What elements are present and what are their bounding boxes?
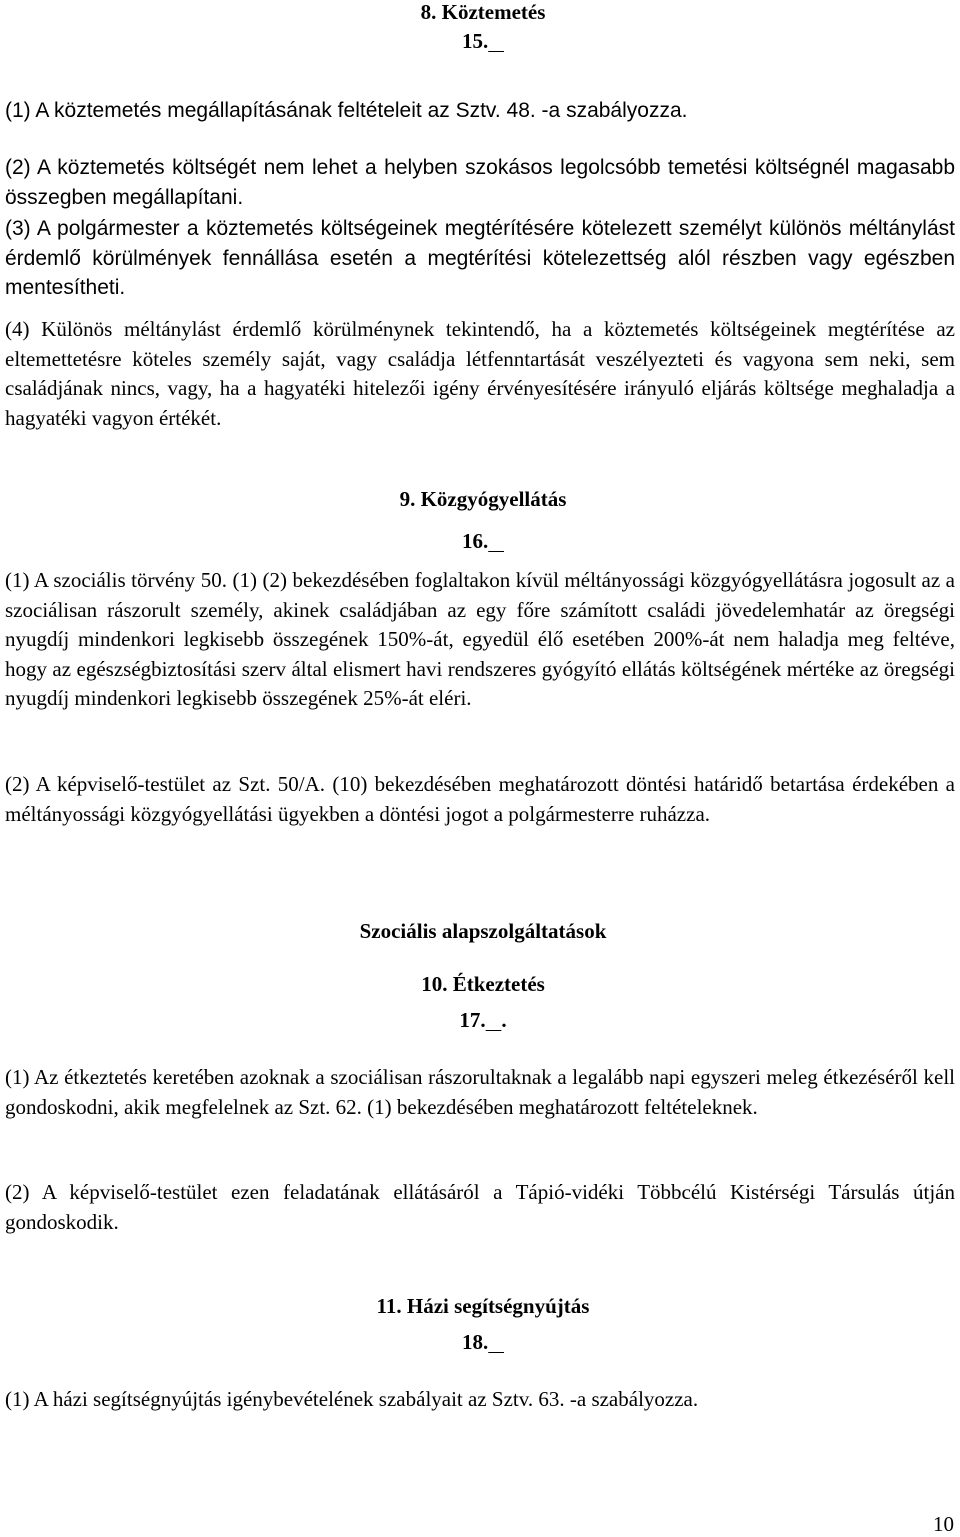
clause-15-3: (3) A polgármester a köztemetés költségeinek megtérítésére kötelezett személyt különös méltánylást érdemlő körülmények fennállása esetén a megtérítési kötelezettség alól részben vagy egészben mentesítheti. [5,217,955,299]
clause-18-1: (1) A házi segítségnyújtás igénybevételének szabályait az Sztv. 63. -a szabályozza. [5,1387,699,1411]
clause-16-2: (2) A képviselő-testület az Szt. 50/A. (10) bekezdésében meghatározott döntési határidő betartása érdekében a méltányossági közgyógyellátási ügyekben a döntési jogot a polgármesterre ruházza. [5,772,955,826]
page-number: 10 [933,1512,954,1536]
clause-16-1: (1) A szociális törvény 50. (1) (2) bekezdésében foglaltakon kívül méltányossági közgyógyellátásra jogosult az a szociálisan rászorult személy, akinek családjában az egy főre számított családi jövedelemhatár az öregségi nyugdíj mindenkori legkisebb összegének 150%-át, egyedül élő esetében 200%-át nem haladja meg feltéve, hogy az egészségbiztosítási szerv által elismert havi rendszeres gyógyító ellátás költségének mértéke az öregségi nyugdíj mindenkori legkisebb összegének 25%-át eléri. [5,568,955,710]
section-sign [488,1330,504,1354]
paragraph-number-suffix: . [501,1008,507,1032]
clause-15-2: (2) A köztemetés költségét nem lehet a helyben szokásos legolcsóbb temetési költségnél magasabb összegben megállapítani. [5,156,955,209]
clause-17-2: (2) A képviselő-testület ezen feladatának ellátásáról a Tápió-vidéki Többcélú Kistérségi Társulás útján gondoskodik. [5,1180,955,1234]
paragraph-number-17 [0,1006,960,1035]
paragraph-number-label: 17. [459,1008,486,1032]
paragraph-number-label: 15. [462,29,489,53]
paragraph-number-18 [0,1328,960,1357]
chapter-heading-11: 11. Házi segítségnyújtás [376,1294,590,1318]
chapter-heading-9: 9. Közgyógyellátás [399,487,567,511]
part-title: Szociális alapszolgáltatások [359,919,607,943]
section-sign [488,529,504,553]
clause-17-1: (1) Az étkeztetés keretében azoknak a szociálisan rászorultaknak a legalább napi egyszeri meleg étkezéséről kell gondoskodni, akik megfelelnek az Szt. 62. (1) bekezdésében meghatározott feltételeknek. [5,1065,955,1119]
chapter-heading-8: 8. Köztemetés [420,0,546,24]
clause-15-4: (4) Különös méltánylást érdemlő körülménynek tekintendő, ha a köztemetés költségeinek megtérítése az eltemettetésre köteles személy saját, vagy családja létfenntartását veszélyezteti és vagyona sem neki, sem családjának nincs, vagy, ha a hagyatéki hitelezői igény érvényesítésére irányuló eljárás költsége meghaladja a hagyatéki vagyon értékét. [5,317,955,430]
paragraph-number-15 [0,27,960,56]
paragraph-number-label: 18. [462,1330,489,1354]
section-sign [486,1008,502,1032]
chapter-heading-10: 10. Étkeztetés [421,972,545,996]
section-sign [488,29,504,53]
paragraph-number-label: 16. [462,529,489,553]
paragraph-number-16 [0,527,960,556]
clause-15-1: (1) A köztemetés megállapításának feltételeit az Sztv. 48. -a szabályozza. [5,99,688,122]
